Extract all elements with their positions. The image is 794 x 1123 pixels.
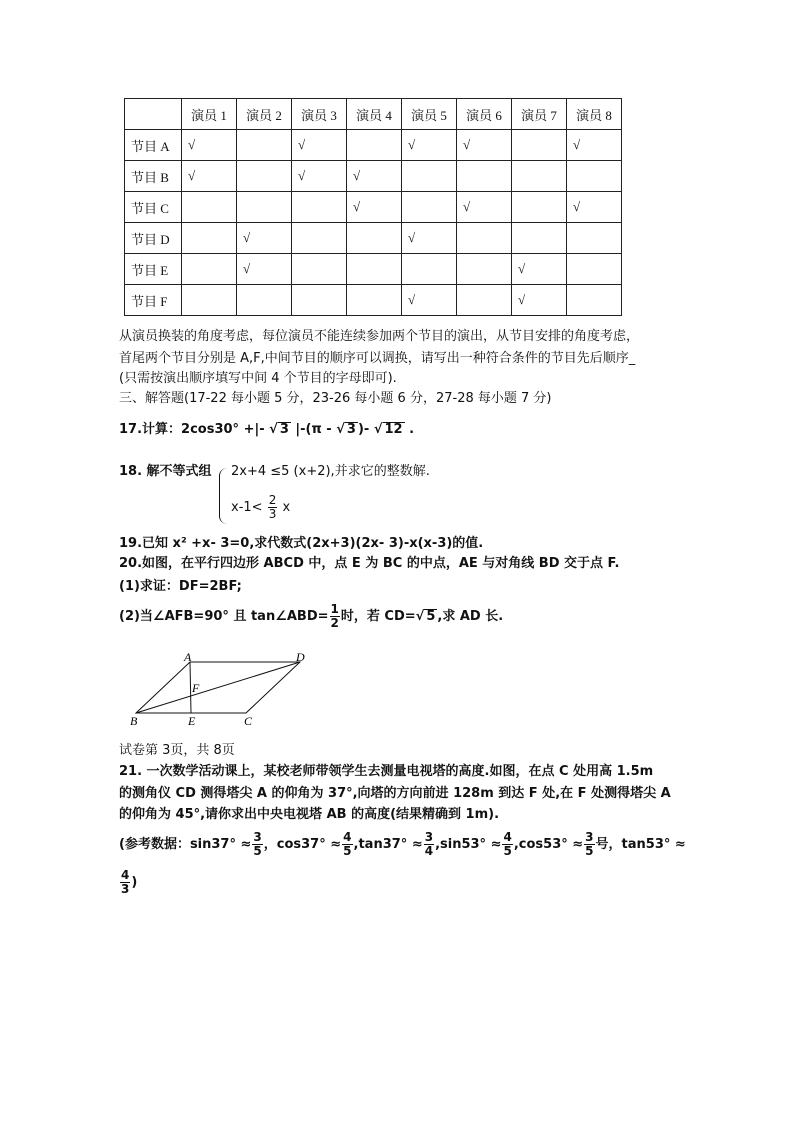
row-label: 节目 A bbox=[125, 130, 182, 161]
q17-text: 2cos30° +|- bbox=[181, 422, 270, 437]
q20-text: ,求 AD 长. bbox=[437, 609, 504, 624]
table-cell: √ bbox=[182, 130, 237, 161]
para-line-3: (只需按演出顺序填写中间 4 个节目的字母即可). bbox=[119, 371, 397, 386]
table-cell bbox=[292, 254, 347, 285]
question-20-line-1: 20.如图，在平行四边形 ABCD 中，点 E 为 BC 的中点，AE 与对角线 BD 交于点 F. bbox=[119, 556, 620, 571]
q17-root: 12 bbox=[384, 422, 403, 437]
table-cell: √ bbox=[512, 254, 567, 285]
fraction-tan53 bbox=[120, 869, 130, 896]
label-f: F bbox=[192, 681, 200, 695]
frac-num: 1 bbox=[330, 602, 339, 616]
fraction-sin37 bbox=[252, 831, 262, 858]
table-cell: √ bbox=[402, 223, 457, 254]
label-c: C bbox=[244, 714, 253, 728]
page-footer: 试卷第 3页，共 8页 bbox=[119, 743, 235, 758]
ref-text: 号，tan53° ≈ bbox=[595, 837, 686, 852]
question-21-line-2: 的测角仪 CD 测得塔尖 A 的仰角为 37°,向塔的方向前进 128m 到达 F 处,在 F 处测得塔尖 A bbox=[119, 786, 671, 801]
table-row bbox=[125, 130, 622, 161]
frac-den: 5 bbox=[503, 844, 512, 858]
table-row bbox=[125, 161, 622, 192]
frac-den: 4 bbox=[424, 844, 434, 858]
frac-num: 3 bbox=[253, 830, 262, 844]
table-row bbox=[125, 192, 622, 223]
question-20-line-3: (2)当∠AFB=90° 且 tan∠ABD= $\frac{1}{2}$ 时，若 CD=√ 5 ,求 AD 长. bbox=[119, 602, 504, 630]
inequality-2 bbox=[231, 494, 290, 521]
table-cell bbox=[567, 254, 622, 285]
table-header: 演员 7 bbox=[512, 99, 567, 130]
table-cell bbox=[457, 161, 512, 192]
table-cell: √ bbox=[457, 192, 512, 223]
table-cell bbox=[512, 161, 567, 192]
table-cell bbox=[347, 285, 402, 316]
reference-data bbox=[119, 828, 686, 862]
para-line-2: 首尾两个节目分别是 A,F,中间节目的顺序可以调换，请写出一种符合条件的节目先后顺序_ bbox=[119, 351, 636, 366]
parallelogram-figure bbox=[120, 650, 320, 728]
q17-pi: π bbox=[311, 422, 322, 437]
reference-data-cont bbox=[119, 866, 137, 900]
table-cell bbox=[292, 192, 347, 223]
table-cell bbox=[347, 130, 402, 161]
table-header-row bbox=[125, 99, 622, 130]
section-heading: 三、解答题(17-22 每小题 5 分，23-26 每小题 6 分，27-28 每小题 7 分) bbox=[119, 391, 552, 406]
table-cell bbox=[402, 161, 457, 192]
table-cell bbox=[237, 130, 292, 161]
table-cell: √ bbox=[292, 161, 347, 192]
ref-text: ,tan37° ≈ bbox=[353, 837, 423, 852]
fraction bbox=[268, 494, 278, 521]
row-label: 节目 C bbox=[125, 192, 182, 223]
ineq2-text: x-1< bbox=[231, 500, 267, 515]
table-cell bbox=[512, 130, 567, 161]
row-label: 节目 D bbox=[125, 223, 182, 254]
table-cell: √ bbox=[512, 285, 567, 316]
cast-table bbox=[124, 98, 622, 316]
segment-ae bbox=[190, 662, 191, 713]
table-cell: √ bbox=[567, 130, 622, 161]
inequality-1: 2x+4 ≤5 (x+2),并求它的整数解. bbox=[231, 464, 430, 479]
table-header: 演员 6 bbox=[457, 99, 512, 130]
fraction-cos37 bbox=[342, 831, 352, 858]
q17-prefix: 17.计算： bbox=[119, 422, 182, 437]
table-cell bbox=[292, 285, 347, 316]
table-header: 演员 8 bbox=[567, 99, 622, 130]
table-cell bbox=[182, 254, 237, 285]
row-label: 节目 F bbox=[125, 285, 182, 316]
table-cell: √ bbox=[292, 130, 347, 161]
table-header bbox=[125, 99, 182, 130]
ref-text: ) bbox=[131, 875, 138, 890]
table-cell: √ bbox=[237, 254, 292, 285]
frac-den: 2 bbox=[330, 616, 339, 630]
table-cell: √ bbox=[182, 161, 237, 192]
table-cell bbox=[292, 223, 347, 254]
q17-text: . bbox=[404, 422, 415, 437]
label-b: B bbox=[130, 714, 138, 728]
fraction bbox=[330, 603, 340, 630]
ref-text: ,sin53° ≈ bbox=[435, 837, 502, 852]
table-cell bbox=[182, 285, 237, 316]
table-cell bbox=[347, 223, 402, 254]
frac-num: 4 bbox=[121, 868, 130, 882]
table-cell bbox=[457, 285, 512, 316]
system-brace bbox=[219, 468, 230, 524]
table-cell bbox=[457, 223, 512, 254]
table-cell: √ bbox=[347, 161, 402, 192]
frac-num: 4 bbox=[503, 830, 512, 844]
table-header: 演员 1 bbox=[182, 99, 237, 130]
table-cell bbox=[402, 192, 457, 223]
para-line-1: 从演员换装的角度考虑，每位演员不能连续参加两个节目的演出，从节目安排的角度考虑， bbox=[119, 329, 640, 344]
table-cell bbox=[237, 192, 292, 223]
table-cell: √ bbox=[237, 223, 292, 254]
table-row bbox=[125, 285, 622, 316]
table-header: 演员 2 bbox=[237, 99, 292, 130]
q20-text: (2)当∠AFB=90° 且 tan∠ABD= bbox=[119, 609, 329, 624]
q17-root: 3 bbox=[346, 422, 356, 437]
question-18-prefix: 18. 解不等式组 bbox=[119, 464, 212, 479]
table-cell bbox=[347, 254, 402, 285]
q20-root: 5 bbox=[426, 609, 436, 624]
table-cell: √ bbox=[457, 130, 512, 161]
fraction-sin53 bbox=[502, 831, 512, 858]
frac-num: 3 bbox=[424, 830, 434, 844]
label-e: E bbox=[188, 714, 196, 728]
table-cell bbox=[567, 223, 622, 254]
fraction-cos53 bbox=[584, 831, 594, 858]
table-cell bbox=[512, 223, 567, 254]
table-cell: √ bbox=[402, 285, 457, 316]
table-cell bbox=[182, 223, 237, 254]
diagonal-bd bbox=[136, 662, 300, 713]
table-cell bbox=[567, 161, 622, 192]
table-cell bbox=[567, 285, 622, 316]
table-header: 演员 3 bbox=[292, 99, 347, 130]
frac-num: 4 bbox=[343, 830, 352, 844]
table-row bbox=[125, 254, 622, 285]
table-cell bbox=[402, 254, 457, 285]
table-row bbox=[125, 223, 622, 254]
table-cell: √ bbox=[347, 192, 402, 223]
table-cell: √ bbox=[402, 130, 457, 161]
q17-text: - bbox=[321, 422, 337, 437]
table-cell bbox=[237, 161, 292, 192]
table-cell: √ bbox=[567, 192, 622, 223]
q17-text: )- bbox=[357, 422, 374, 437]
q20-text: 时，若 CD= bbox=[340, 609, 416, 624]
row-label: 节目 E bbox=[125, 254, 182, 285]
q17-text: |-( bbox=[290, 422, 312, 437]
table-header: 演员 5 bbox=[402, 99, 457, 130]
table-header: 演员 4 bbox=[347, 99, 402, 130]
frac-den: 5 bbox=[253, 844, 262, 858]
ineq2-text: x bbox=[278, 500, 291, 515]
question-21-line-1: 21. 一次数学活动课上，某校老师带领学生去测量电视塔的高度.如图，在点 C 处用高 1.5m bbox=[119, 764, 654, 779]
q17-root: 3 bbox=[279, 422, 289, 437]
frac-den: 3 bbox=[268, 507, 277, 521]
question-20-line-2: (1)求证：DF=2BF; bbox=[119, 579, 242, 594]
table-cell bbox=[512, 192, 567, 223]
question-17: 17.计算：2cos30° +|- √ 3 |-(π - √ 3 )- √ 12 . bbox=[119, 422, 415, 437]
frac-den: 5 bbox=[343, 844, 352, 858]
ref-text: (参考数据：sin37° ≈ bbox=[119, 837, 252, 852]
frac-num: 2 bbox=[268, 493, 277, 507]
label-a: A bbox=[184, 650, 192, 664]
frac-num: 3 bbox=[585, 830, 594, 844]
table-cell bbox=[457, 254, 512, 285]
table-cell bbox=[182, 192, 237, 223]
question-21-line-3: 的仰角为 45°,请你求出中央电视塔 AB 的高度(结果精确到 1m). bbox=[119, 807, 500, 822]
label-d: D bbox=[296, 650, 305, 664]
frac-den: 3 bbox=[121, 882, 130, 896]
ref-text: ,cos53° ≈ bbox=[513, 837, 584, 852]
fraction-tan37 bbox=[424, 831, 434, 858]
ref-text: ，cos37° ≈ bbox=[263, 837, 342, 852]
frac-den: 5 bbox=[585, 844, 594, 858]
table-cell bbox=[237, 285, 292, 316]
question-19: 19.已知 x² +x- 3=0,求代数式(2x+3)(2x- 3)-x(x-3)的值. bbox=[119, 536, 484, 551]
row-label: 节目 B bbox=[125, 161, 182, 192]
